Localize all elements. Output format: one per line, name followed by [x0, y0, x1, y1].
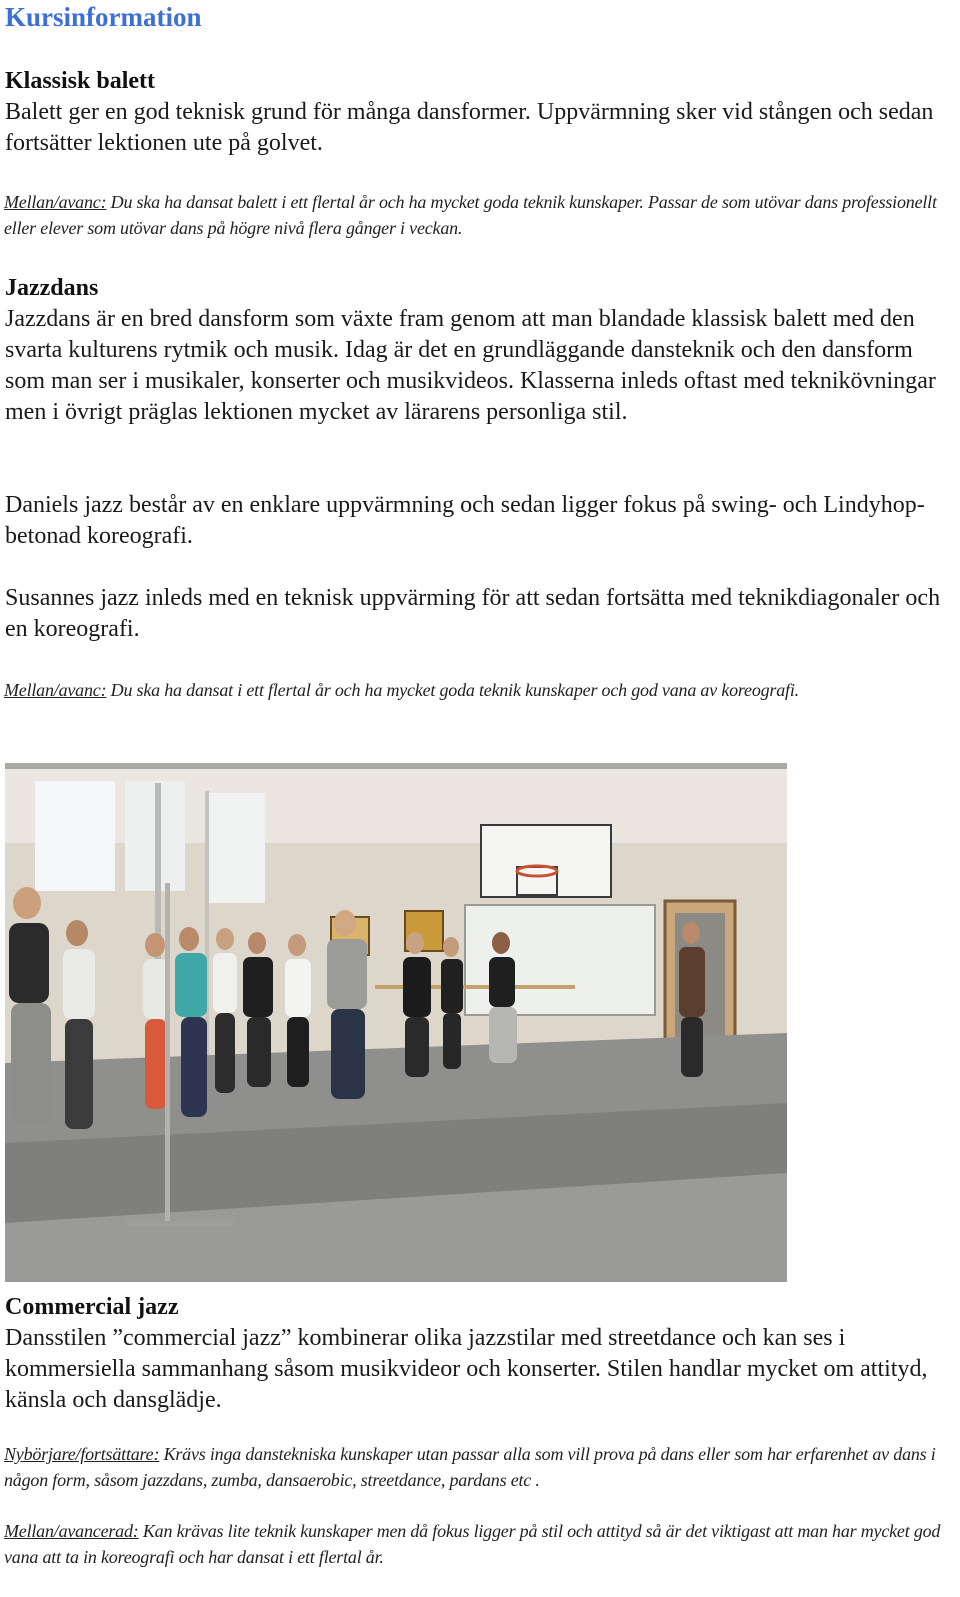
jazz-level-note: [4, 677, 959, 703]
ballet-heading: Klassisk balett: [5, 68, 156, 94]
jazz-heading: Jazzdans: [5, 275, 99, 301]
dance-class-photo: [5, 763, 787, 1282]
commercial-beginner-label: Nybörjare/fortsättare:: [4, 1444, 160, 1464]
commercial-description: Dansstilen ”commercial jazz” kombinerar olika jazzstilar med streetdance och kan ses i kommersiella sammanhang såsom musikvideor och konserter. Stilen handlar mycket om attityd, känsla och dansglädje.: [5, 1325, 928, 1413]
jazz-daniel-description: Daniels jazz består av en enklare uppvärmning och sedan ligger fokus på swing- och Lindyhop-betonad koreografi.: [5, 492, 925, 549]
jazz-level-label: Mellan/avanc:: [4, 680, 107, 700]
commercial-heading: Commercial jazz: [5, 1294, 179, 1320]
commercial-advanced-label: Mellan/avancerad:: [4, 1521, 139, 1541]
commercial-advanced-text: Kan krävas lite teknik kunskaper men då fokus ligger på stil och attityd så är det viktigast att man har mycket god vana att ta in koreografi och har dansat i ett flertal år.: [4, 1521, 941, 1567]
commercial-beginner-text: Krävs inga danstekniska kunskaper utan passar alla som vill prova på dans eller som har erfarenhet av dans i någon form, såsom jazzdans, zumba, dansaerobic, streetdance, pardans etc .: [4, 1444, 936, 1490]
page-title: Kursinformation: [5, 2, 202, 32]
jazz-level-text: Du ska ha dansat i ett flertal år och ha mycket goda teknik kunskaper och god vana av koreografi.: [106, 680, 799, 700]
jazz-susanne-description: Susannes jazz inleds med en teknisk uppvärming för att sedan fortsätta med teknikdiagonaler och en koreografi.: [5, 585, 941, 642]
commercial-beginner-note: [4, 1441, 959, 1493]
ballet-description: Balett ger en god teknisk grund för många dansformer. Uppvärmning sker vid stången och sedan fortsätter lektionen ute på golvet.: [5, 99, 934, 156]
ballet-level-text: Du ska ha dansat balett i ett flertal år och ha mycket goda teknik kunskaper. Passar de som utövar dans professionellt eller elever som utövar dans på högre nivå flera gånger i veckan.: [4, 192, 937, 238]
ballet-level-label: Mellan/avanc:: [4, 192, 107, 212]
jazz-description: Jazzdans är en bred dansform som växte fram genom att man blandade klassisk balett med den svarta kulturens rytmik och musik. Idag är det en grundläggande dansteknik och den dansform som man ser i musikaler, konserter och musikvideos. Klasserna inleds oftast med teknikövningar men i övrigt präglas lektionen mycket av lärarens personliga stil.: [5, 306, 936, 425]
ballet-level-note: [4, 189, 959, 241]
commercial-advanced-note: [4, 1518, 959, 1570]
